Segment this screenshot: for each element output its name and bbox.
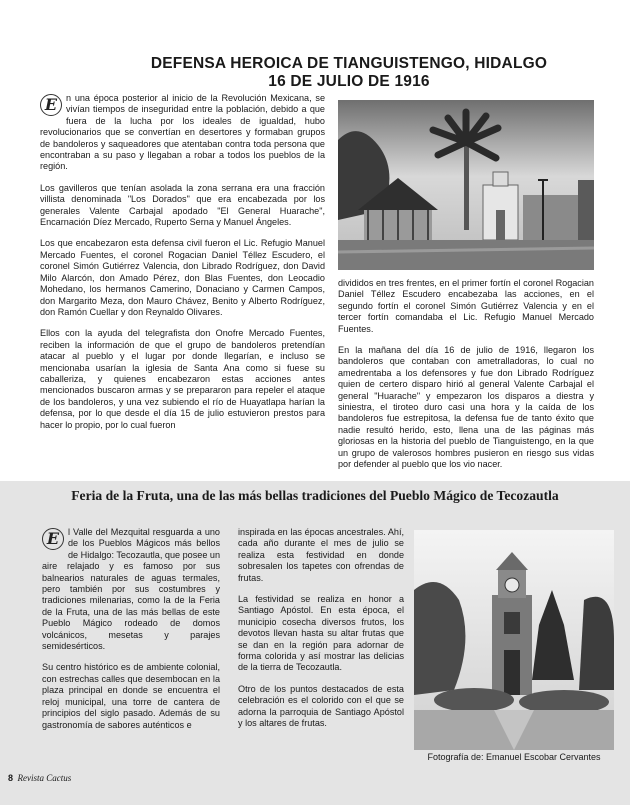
article2-middle-column — [238, 527, 404, 740]
article2-left-column — [42, 527, 220, 741]
article1-paragraph: Ellos con la ayuda del telegrafista don Onofre Mercado Fuentes, reciben la información de que el grupo de bandoleros pretendían atacar al pueblo y el lugar por donde llegarían, e incluso se mencionaba usarían la iglesia de Santa Ana como si fuese su caballeriza, y quienes encabezaron estas acciones antes mencionados buscaron armas y se prepararon para repeler el ataque de los bandoleros, y una vez subiendo el río de Huayatlapa harían la defensa, por lo que desde el día 15 de julio estuvieron prestos para hacer lo propio, por lo cual fueron — [40, 328, 325, 430]
dropcap-letter: E — [40, 94, 62, 116]
article-title-line1: DEFENSA HEROICA DE TIANGUISTENGO, HIDALGO — [150, 55, 548, 72]
article1-right-column — [338, 278, 594, 481]
clock-tower-photo-graphic — [414, 530, 614, 750]
article1-paragraph: En la mañana del día 16 de julio de 1916, llegaron los bandoleros que contaban con ametralladoras, lo cual no amedrentaba a los defensores y fue don Librado Rodríguez quien de certero disparo hirió al general Valente Carbajal el general "Huarache" y empezaron los disparos a diestra y siniestra, el tiroteo duro casi una hora y la caída de los bandoleros fue estrepitosa, la defensa fue de tanto éxito que nadie resultó herido, esto, llena una de las páginas más gloriosas en la historia del pueblo de Tianguistengo, en la que un grupo de valerosos hombres pusieron en riesgo sus vidas por defender al pueblo que los vio nacer. — [338, 345, 594, 470]
magazine-name: Revista Cactus — [17, 773, 72, 783]
photo-caption: Fotografía de: Emanuel Escobar Cervantes — [427, 752, 601, 762]
article2-paragraph: Su centro histórico es de ambiente colonial, con estrechas calles que desembocan en la plaza principal en donde se encuentra el reloj municipal, una torre de cantera de principios del siglo pasado. Además de su gastronomía de sabores auténticos e — [42, 662, 220, 730]
article-title — [128, 55, 570, 91]
article1-paragraph: Los que encabezaron esta defensa civil fueron el Lic. Refugio Manuel Mercado Fuentes, el coronel Rogacian Daniel Téllez Escudero, el coronel Simón Gutiérrez Valencia, don Librado Rodríguez, don David Milo Alarcón, don Amado Pérez, don Blas Fuentes, don Leocadio Mohedano, los hermanos Camerino, Donaciano y Carmen Campos, don Margarito Meza, don Mauro Chávez, Benito y Alberto Rodríguez, don Ramón Cuellar y don Reynaldo Olivares. — [40, 238, 325, 317]
page-number: 8 — [8, 773, 14, 783]
article-title-line2: 16 DE JULIO DE 1916 — [268, 73, 430, 90]
article2-paragraph: La festividad se realiza en honor a Santiago Apóstol. En esta época, el municipio cosecha diversos frutos, los devotos llevan hasta su altar frutas que se dan en la región para adornar de forma colorida y así mostrar las delicias de la tierra de Tecozautla. — [238, 594, 404, 673]
clock-tower-photo — [414, 530, 614, 750]
article2-paragraph: Otro de los puntos destacados de esta celebración es el colorido con el que se adorna la parroquia de Santiago Apóstol y los altares de frutas. — [238, 683, 404, 729]
article1-paragraph: divididos en tres frentes, en el primer fortín el coronel Rogacian Daniel Téllez Escudero encabezaba las acciones, en el segundo fortín el coronel Simón Gutiérrez Valencia y en el tercer fortín comandaba el Lic. Refugio Manuel Mercado Fuentes. — [338, 278, 594, 334]
article1-left-column — [40, 93, 325, 441]
plaza-kiosk-photo — [338, 100, 594, 270]
article1-paragraph: Los gavilleros que tenían asolada la zona serrana era una fracción villista denominada "Los Dorados" que era encabezada por los generales Valente Carbajal apodado "El General Huarache", Encarnación Díez Mercado, Ruperto Serna y Manuel Ángeles. — [40, 182, 325, 228]
page-footer — [8, 773, 71, 783]
article2-paragraph: inspirada en las épocas ancestrales. Ahí, cada año durante el mes de julio se realiza esta festividad en donde sobresalen los tapetes con ofrendas de frutas. — [238, 527, 404, 583]
article1-paragraph: E n una época posterior al inicio de la Revolución Mexicana, se vivían tiempos de inseguridad entre la población, debido a que fuera de la lucha por los ideales de igualdad, hubo revolucionarios que se convertían en desertores y formaban grupos de bandoleros y saqueadores que atentaban contra toda persona que encontraban a su paso y llegaban a robar a todos los pueblos de la región. — [40, 93, 325, 172]
plaza-kiosk-photo-graphic — [338, 100, 594, 270]
article2-paragraph: E l Valle del Mezquital resguarda a uno de los Pueblos Mágicos más bellos de Hidalgo: Tecozautla, que posee un aire relajado y es famoso por sus balnearios naturales de aguas termales, pero también por sus costumbres y tradiciones milenarias, como la de la Feria de la Fruta, una de las más bellas de este Pueblo Mágico rodeado de domos volcánicos, mesetas y parajes semidesérticos. — [42, 527, 221, 652]
dropcap-letter: E — [42, 528, 64, 550]
article2-title: Feria de la Fruta, una de las más bellas tradiciones del Pueblo Mágico de Tecozautla — [71, 488, 559, 503]
